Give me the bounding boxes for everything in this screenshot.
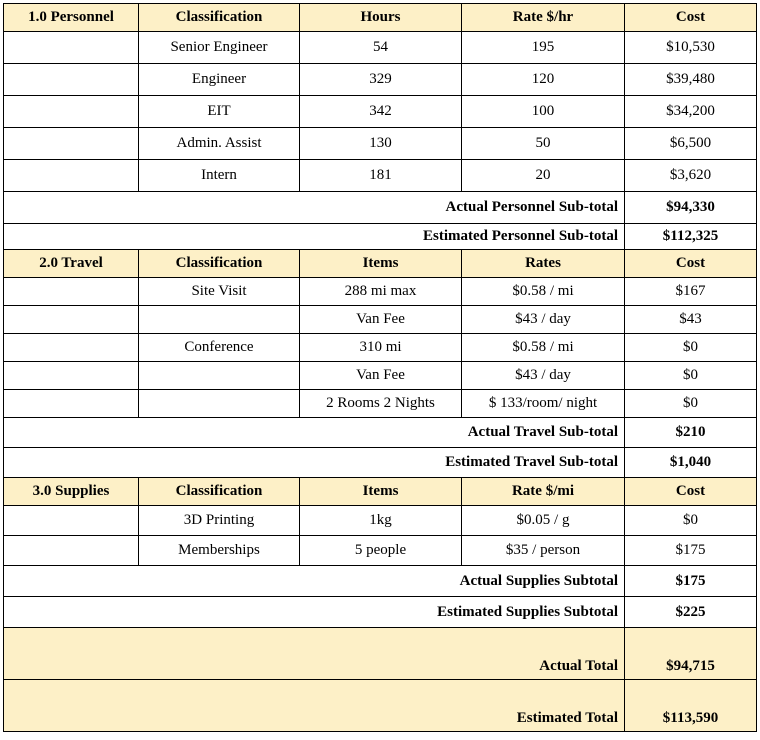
table-cell: 342 <box>300 96 462 128</box>
subtotal-label: Estimated Travel Sub-total <box>4 448 625 478</box>
table-row <box>4 64 757 96</box>
table-cell <box>139 362 300 390</box>
travel-section <box>4 250 757 478</box>
table-cell <box>4 160 139 192</box>
header-cell: Classification <box>139 478 300 506</box>
table-cell: 2 Rooms 2 Nights <box>300 390 462 418</box>
table-row <box>4 278 757 306</box>
table-cell <box>4 334 139 362</box>
travel-header-row <box>4 250 757 278</box>
table-cell: $0 <box>625 390 757 418</box>
table-cell: Van Fee <box>300 306 462 334</box>
table-cell: 100 <box>462 96 625 128</box>
subtotal-value: $112,325 <box>625 224 757 250</box>
personnel-section <box>4 4 757 250</box>
table-cell: $0.05 / g <box>462 506 625 536</box>
actual-total-row <box>4 628 757 680</box>
table-cell: $43 / day <box>462 306 625 334</box>
header-cell: 1.0 Personnel <box>4 4 139 32</box>
table-cell: $39,480 <box>625 64 757 96</box>
actual-travel-subtotal-row <box>4 418 757 448</box>
table-cell: $3,620 <box>625 160 757 192</box>
table-row <box>4 390 757 418</box>
subtotal-value: $1,040 <box>625 448 757 478</box>
subtotal-label: Actual Travel Sub-total <box>4 418 625 448</box>
table-row <box>4 128 757 160</box>
table-cell: $0.58 / mi <box>462 334 625 362</box>
header-cell: Classification <box>139 250 300 278</box>
table-cell <box>4 506 139 536</box>
table-cell <box>139 306 300 334</box>
table-cell: 181 <box>300 160 462 192</box>
subtotal-label: Estimated Supplies Subtotal <box>4 597 625 628</box>
table-cell: $34,200 <box>625 96 757 128</box>
table-cell <box>4 128 139 160</box>
table-cell <box>4 96 139 128</box>
table-cell: 195 <box>462 32 625 64</box>
actual-personnel-subtotal-row <box>4 192 757 224</box>
total-value: $113,590 <box>625 680 757 732</box>
table-cell <box>4 32 139 64</box>
table-cell: 120 <box>462 64 625 96</box>
header-cell: Cost <box>625 250 757 278</box>
table-cell: $167 <box>625 278 757 306</box>
table-cell: 5 people <box>300 536 462 566</box>
total-label: Actual Total <box>4 628 625 680</box>
supplies-header-row <box>4 478 757 506</box>
header-cell: Rates <box>462 250 625 278</box>
totals-section <box>4 628 757 732</box>
table-cell: Van Fee <box>300 362 462 390</box>
table-row <box>4 306 757 334</box>
table-cell: $43 <box>625 306 757 334</box>
table-cell <box>4 306 139 334</box>
table-cell: Engineer <box>139 64 300 96</box>
table-cell: 130 <box>300 128 462 160</box>
header-cell: Cost <box>625 478 757 506</box>
table-cell: $0 <box>625 362 757 390</box>
table-cell <box>139 390 300 418</box>
table-cell: 50 <box>462 128 625 160</box>
table-cell <box>4 362 139 390</box>
header-cell: Items <box>300 478 462 506</box>
table-cell: EIT <box>139 96 300 128</box>
table-row <box>4 506 757 536</box>
subtotal-label: Actual Supplies Subtotal <box>4 566 625 597</box>
table-cell: Conference <box>139 334 300 362</box>
subtotal-value: $225 <box>625 597 757 628</box>
header-cell: 3.0 Supplies <box>4 478 139 506</box>
table-cell: Memberships <box>139 536 300 566</box>
subtotal-value: $94,330 <box>625 192 757 224</box>
header-cell: Cost <box>625 4 757 32</box>
table-cell: $ 133/room/ night <box>462 390 625 418</box>
table-cell: Senior Engineer <box>139 32 300 64</box>
header-cell: Classification <box>139 4 300 32</box>
table-cell: 310 mi <box>300 334 462 362</box>
table-cell <box>4 536 139 566</box>
table-row <box>4 160 757 192</box>
table-cell: 1kg <box>300 506 462 536</box>
table-cell <box>4 278 139 306</box>
table-row <box>4 362 757 390</box>
subtotal-value: $210 <box>625 418 757 448</box>
table-cell <box>4 390 139 418</box>
table-row <box>4 334 757 362</box>
table-row <box>4 96 757 128</box>
table-row <box>4 536 757 566</box>
estimated-travel-subtotal-row <box>4 448 757 478</box>
supplies-section <box>4 478 757 628</box>
table-cell: Admin. Assist <box>139 128 300 160</box>
subtotal-value: $175 <box>625 566 757 597</box>
table-cell: 329 <box>300 64 462 96</box>
table-cell: $43 / day <box>462 362 625 390</box>
header-cell: Items <box>300 250 462 278</box>
table-cell: 3D Printing <box>139 506 300 536</box>
table-cell: $0.58 / mi <box>462 278 625 306</box>
estimated-personnel-subtotal-row <box>4 224 757 250</box>
subtotal-label: Estimated Personnel Sub-total <box>4 224 625 250</box>
table-cell <box>4 64 139 96</box>
table-cell: $0 <box>625 506 757 536</box>
table-cell: 288 mi max <box>300 278 462 306</box>
header-cell: Rate $/hr <box>462 4 625 32</box>
actual-supplies-subtotal-row <box>4 566 757 597</box>
total-label: Estimated Total <box>4 680 625 732</box>
subtotal-label: Actual Personnel Sub-total <box>4 192 625 224</box>
table-cell: $6,500 <box>625 128 757 160</box>
table-cell: $0 <box>625 334 757 362</box>
header-cell: 2.0 Travel <box>4 250 139 278</box>
header-cell: Hours <box>300 4 462 32</box>
total-value: $94,715 <box>625 628 757 680</box>
estimated-total-row <box>4 680 757 732</box>
table-cell: Intern <box>139 160 300 192</box>
estimated-supplies-subtotal-row <box>4 597 757 628</box>
table-cell: $10,530 <box>625 32 757 64</box>
header-cell: Rate $/mi <box>462 478 625 506</box>
table-cell: $35 / person <box>462 536 625 566</box>
table-cell: Site Visit <box>139 278 300 306</box>
table-cell: $175 <box>625 536 757 566</box>
table-cell: 20 <box>462 160 625 192</box>
budget-table <box>3 3 757 732</box>
personnel-header-row <box>4 4 757 32</box>
table-row <box>4 32 757 64</box>
table-cell: 54 <box>300 32 462 64</box>
